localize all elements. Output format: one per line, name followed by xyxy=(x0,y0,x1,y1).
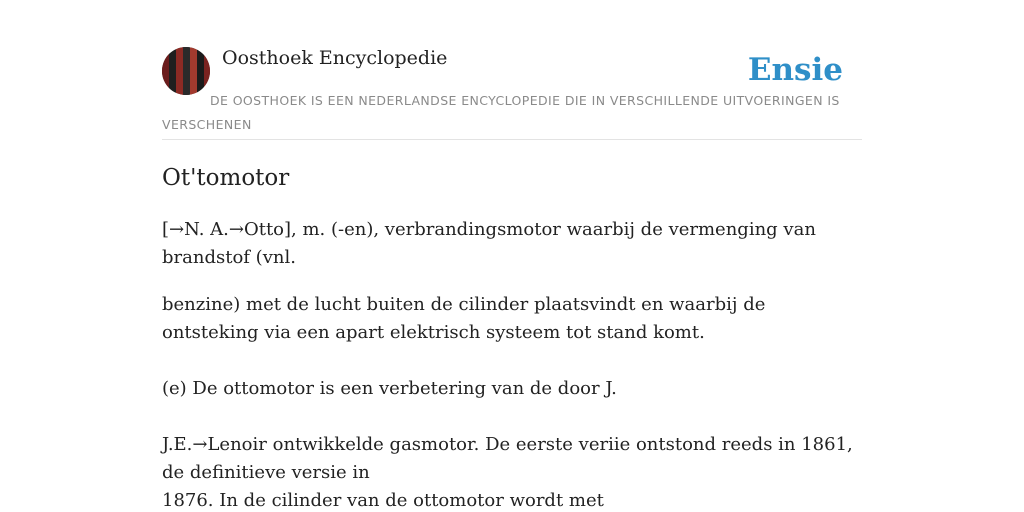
site-avatar[interactable] xyxy=(162,47,210,95)
line-break xyxy=(162,347,862,375)
brand-logo-link[interactable]: Ensie xyxy=(747,52,843,88)
site-header xyxy=(162,0,862,140)
avatar-book-spine xyxy=(162,47,169,95)
avatar-book-spine xyxy=(183,47,190,95)
article-line: J.E.→Lenoir ontwikkelde gasmotor. De eerste veriie ontstond reeds in 1861, de definitieve versie in xyxy=(162,434,853,483)
article-paragraph xyxy=(162,291,862,512)
avatar-book-spine xyxy=(176,47,183,95)
site-name-link[interactable]: Oosthoek Encyclopedie xyxy=(222,47,448,69)
article-line: (e) De ottomotor is een verbetering van de door J. xyxy=(162,378,617,399)
site-name xyxy=(222,45,447,71)
line-break xyxy=(162,403,862,431)
avatar-book-spine xyxy=(169,47,176,95)
site-tagline: DE OOSTHOEK IS EEN NEDERLANDSE ENCYCLOPEDIE DIE IN VERSCHILLENDE UITVOERINGEN IS VERSCHENEN xyxy=(162,93,840,132)
avatar-book-spine xyxy=(204,47,210,95)
page xyxy=(162,0,862,512)
article-title: Ot'tomotor xyxy=(162,165,290,191)
avatar-book-spine xyxy=(197,47,204,95)
article-paragraph: [→N. A.→Otto], m. (-en), verbrandingsmotor waarbij de vermenging van brandstof (vnl. xyxy=(162,219,816,268)
article-line: 1876. In de cilinder van de ottomotor wordt met xyxy=(162,490,604,511)
avatar-book-spine xyxy=(190,47,197,95)
article-line: benzine) met de lucht buiten de cilinder plaatsvindt en waarbij de ontsteking via een apart elektrisch systeem tot stand komt. xyxy=(162,294,766,343)
